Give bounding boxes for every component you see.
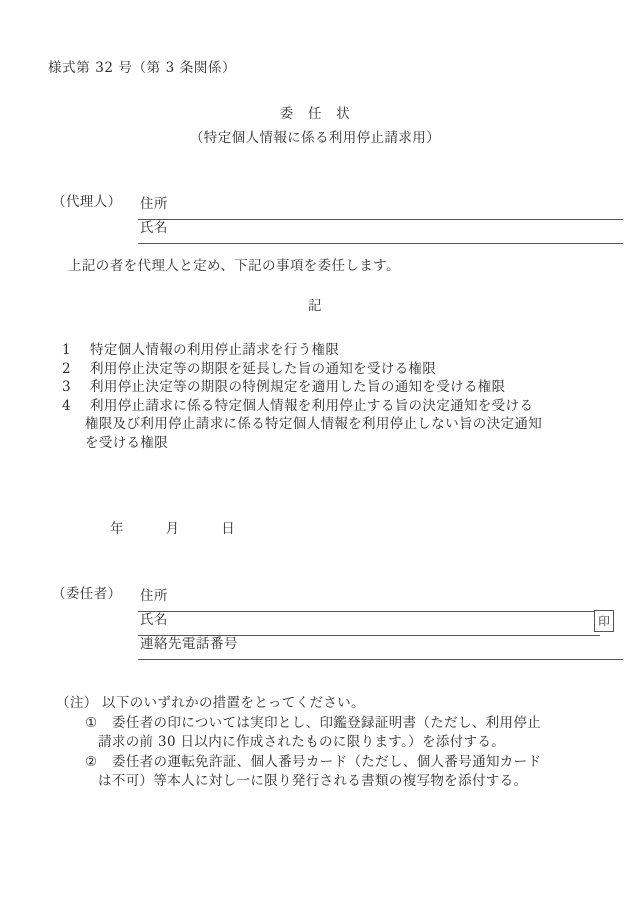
notes-heading: 以下のいずれかの措置をとってください。 <box>102 695 365 711</box>
authority-text-continuation: を受ける権限 <box>85 434 169 451</box>
authority-text: 利用停止決定等の期限を延長した旨の通知を受ける権限 <box>90 360 437 377</box>
authority-text-continuation: 権限及び利用停止請求に係る特定個人情報を利用停止しない旨の決定通知 <box>85 416 543 432</box>
authority-number: 3 <box>62 379 71 395</box>
agent-address-field[interactable] <box>138 196 623 220</box>
authority-number: 2 <box>62 360 71 377</box>
authority-item <box>62 381 582 395</box>
authority-item <box>62 344 582 358</box>
ki-heading: 記 <box>308 298 322 314</box>
authority-number: 4 <box>62 397 71 414</box>
document-title: 委 任 状 <box>279 106 351 122</box>
principal-address-label: 住所 <box>140 588 168 604</box>
principal-phone-label: 連絡先電話番号 <box>140 636 238 652</box>
agent-field-list <box>138 196 588 244</box>
agent-name-field[interactable] <box>138 220 623 244</box>
note-text: 委任者の印については実印とし、印鑑登録証明書（ただし、利用停止 請求の前 30 日以内に作成されたものに限ります。）を添付する。 <box>85 717 586 750</box>
principal-address-field[interactable] <box>138 588 595 612</box>
principal-section-label: （委任者） <box>52 586 122 602</box>
authority-text: 利用停止決定等の期限の特例規定を適用した旨の通知を受ける権限 <box>90 379 506 395</box>
agent-name-label: 氏名 <box>140 220 168 236</box>
lead-sentence: 上記の者を代理人と定め、下記の事項を委任します。 <box>68 258 400 274</box>
authority-item <box>62 360 582 377</box>
note-item <box>56 753 586 789</box>
authority-item <box>62 397 582 451</box>
notes-tag: （注） <box>56 695 98 711</box>
principal-phone-field[interactable] <box>138 636 623 660</box>
note-item <box>56 714 586 750</box>
notes-heading-row <box>56 697 586 711</box>
seal-stamp-box: 印 <box>594 610 614 632</box>
note-marker: ② <box>85 753 98 770</box>
authority-number: 1 <box>62 342 71 358</box>
principal-name-label: 氏名 <box>140 612 168 628</box>
date-line[interactable]: 年 月 日 <box>110 521 236 537</box>
agent-section-label: （代理人） <box>52 194 122 210</box>
authority-text: 特定個人情報の利用停止請求を行う権限 <box>90 342 340 358</box>
note-text-continuation: は不可）等本人に対し一に限り発行される書類の複写物を添付する。 <box>98 773 528 789</box>
document-subtitle: （特定個人情報に係る利用停止請求用） <box>189 130 441 146</box>
notes-section <box>56 697 586 795</box>
principal-field-list <box>138 588 610 660</box>
note-text: 委任者の運転免許証、個人番号カード（ただし、個人番号通知カード は不可）等本人に対し一に限り発行される書類の複写物を添付する。 <box>85 756 586 789</box>
form-number: 様式第 32 号（第 3 条関係） <box>48 60 237 76</box>
principal-name-field[interactable] <box>138 612 610 636</box>
authority-text: 利用停止請求に係る特定個人情報を利用停止する旨の決定通知を受ける 権限及び利用停止請求に係る特定個人情報を利用停止しない旨の決定通知 を受ける権限 <box>62 400 582 451</box>
authority-list <box>62 344 582 455</box>
agent-address-label: 住所 <box>140 196 168 212</box>
note-marker: ① <box>85 714 98 731</box>
note-text-continuation: 請求の前 30 日以内に作成されたものに限ります。）を添付する。 <box>98 734 506 750</box>
